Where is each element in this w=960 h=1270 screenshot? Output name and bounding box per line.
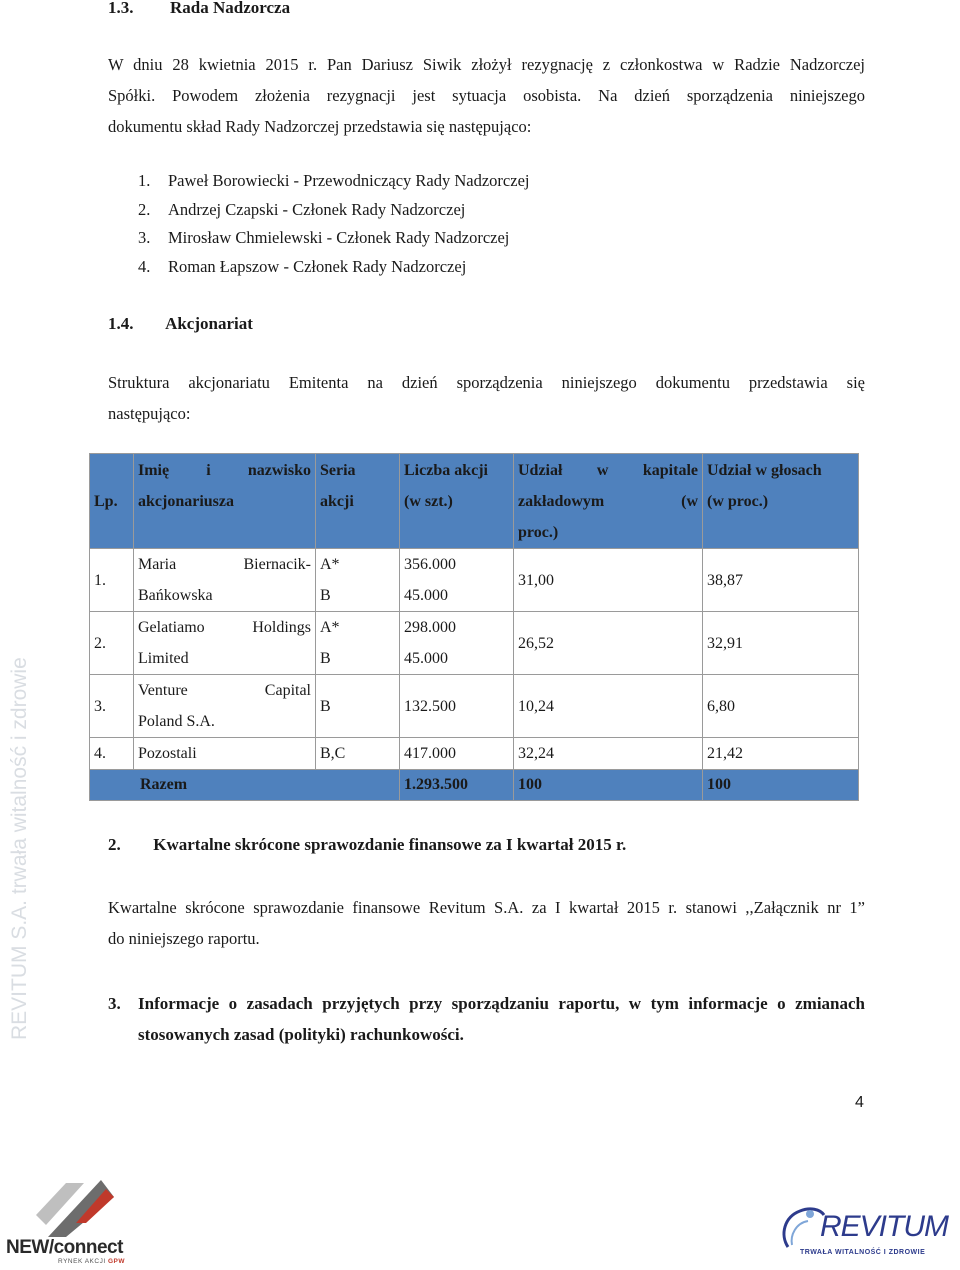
- cell-shares: 298.000 45.000: [400, 612, 514, 675]
- newconnect-wordmark: NEW/connect: [6, 1237, 123, 1258]
- cell-series: B,C: [316, 738, 400, 770]
- cell-name: Pozostali: [134, 738, 316, 770]
- list-item: [138, 228, 509, 248]
- gpw-label: GPW: [107, 1258, 125, 1265]
- total-shares: 1.293.500: [400, 770, 514, 801]
- table-row: [90, 675, 859, 738]
- list-text: Andrzej Czapski - Członek Rady Nadzorczej: [168, 200, 466, 219]
- cell-series: B: [316, 675, 400, 738]
- cell-name: Venture Capital Poland S.A.: [134, 675, 316, 738]
- table-row: [90, 612, 859, 675]
- section-1-3-heading: [108, 0, 290, 18]
- header-votes: Udział w głosach (w proc.): [703, 454, 859, 549]
- list-text: Mirosław Chmielewski - Członek Rady Nadzorczej: [168, 228, 510, 247]
- cell-capital: 26,52: [514, 612, 703, 675]
- revitum-slogan: TRWAŁA WITALNOŚĆ I ZDROWIE: [800, 1249, 926, 1256]
- cell-shares: 356.000 45.000: [400, 549, 514, 612]
- heading-line: stosowanych zasad (polityki) rachunkowości.: [138, 1025, 464, 1044]
- list-item: [138, 171, 529, 191]
- list-number: 3.: [138, 228, 151, 247]
- cell-shares: 132.500: [400, 675, 514, 738]
- section-number: 1.4.: [108, 314, 134, 333]
- section-number: 2.: [108, 835, 121, 854]
- heading-line: Informacje o zasadach przyjętych przy sporządzaniu raportu, w tym informacje o zmianach: [138, 994, 865, 1013]
- list-number: 1.: [138, 171, 151, 190]
- header-shares: Liczba akcji (w szt.): [400, 454, 514, 549]
- paragraph-line: Kwartalne skrócone sprawozdanie finansowe Revitum S.A. za I kwartał 2015 r. stanowi ,,Załącznik nr 1”: [108, 898, 865, 917]
- list-number: 2.: [138, 200, 151, 219]
- list-text: Roman Łapszow - Członek Rady Nadzorczej: [168, 257, 467, 276]
- cell-name: Maria Biernacik- Bańkowska: [134, 549, 316, 612]
- header-name: Imię i nazwisko akcjonariusza: [134, 454, 316, 549]
- list-number: 4.: [138, 257, 151, 276]
- cell-lp: 3.: [90, 675, 134, 738]
- supervisory-board-paragraph: [108, 49, 865, 142]
- financial-report-paragraph: [108, 892, 865, 954]
- cell-capital: 32,24: [514, 738, 703, 770]
- list-item: [138, 200, 465, 220]
- shareholder-table: [89, 453, 859, 801]
- newconnect-subtitle-text: RYNEK AKCJI: [58, 1258, 106, 1265]
- cell-votes: 21,42: [703, 738, 859, 770]
- paragraph-line: dokumentu skład Rady Nadzorczej przedstawia się następująco:: [108, 117, 532, 136]
- total-capital: 100: [514, 770, 703, 801]
- cell-lp: 1.: [90, 549, 134, 612]
- shareholders-paragraph: [108, 367, 865, 429]
- section-title: Akcjonariat: [165, 314, 253, 333]
- paragraph-line: następująco:: [108, 404, 191, 423]
- section-3-heading: [138, 988, 865, 1050]
- section-3-number: 3.: [108, 994, 121, 1013]
- cell-votes: 38,87: [703, 549, 859, 612]
- list-item: [138, 257, 466, 277]
- section-2-heading: [108, 835, 626, 855]
- header-series: Seria akcji: [316, 454, 400, 549]
- cell-lp: 2.: [90, 612, 134, 675]
- paragraph-line: do niniejszego raportu.: [108, 929, 260, 948]
- revitum-wordmark: REVITUM: [820, 1210, 948, 1243]
- total-votes: 100: [703, 770, 859, 801]
- side-watermark: REVITUM S.A. trwała witalność i zdrowie: [8, 657, 31, 1040]
- table-total-row: [90, 770, 859, 801]
- cell-series: A* B: [316, 612, 400, 675]
- cell-series: A* B: [316, 549, 400, 612]
- cell-lp: 4.: [90, 738, 134, 770]
- header-lp: Lp.: [90, 454, 134, 549]
- cell-capital: 10,24: [514, 675, 703, 738]
- table-header-row: [90, 454, 859, 549]
- paragraph-line: Spółki. Powodem złożenia rezygnacji jest sytuacja osobista. Na dzień sporządzenia niniejszego: [108, 86, 865, 105]
- cell-votes: 6,80: [703, 675, 859, 738]
- table-row: [90, 549, 859, 612]
- header-capital: Udział w kapitale zakładowym (w proc.): [514, 454, 703, 549]
- cell-votes: 32,91: [703, 612, 859, 675]
- table-row: [90, 738, 859, 770]
- paragraph-line: W dniu 28 kwietnia 2015 r. Pan Dariusz Siwik złożył rezygnację z członkostwa w Radzie Nadzorczej: [108, 55, 865, 74]
- list-text: Paweł Borowiecki - Przewodniczący Rady Nadzorczej: [168, 171, 530, 190]
- paragraph-line: Struktura akcjonariatu Emitenta na dzień sporządzenia niniejszego dokumentu przedstawia się: [108, 373, 865, 392]
- newconnect-subtitle: [58, 1258, 125, 1265]
- section-title: Rada Nadzorcza: [170, 0, 291, 17]
- section-1-4-heading: [108, 314, 253, 334]
- cell-name: Gelatiamo Holdings Limited: [134, 612, 316, 675]
- cell-capital: 31,00: [514, 549, 703, 612]
- page-number: 4: [855, 1094, 864, 1111]
- cell-shares: 417.000: [400, 738, 514, 770]
- total-label: Razem: [90, 770, 400, 801]
- section-title: Kwartalne skrócone sprawozdanie finansowe za I kwartał 2015 r.: [153, 835, 627, 854]
- section-number: 1.3.: [108, 0, 134, 17]
